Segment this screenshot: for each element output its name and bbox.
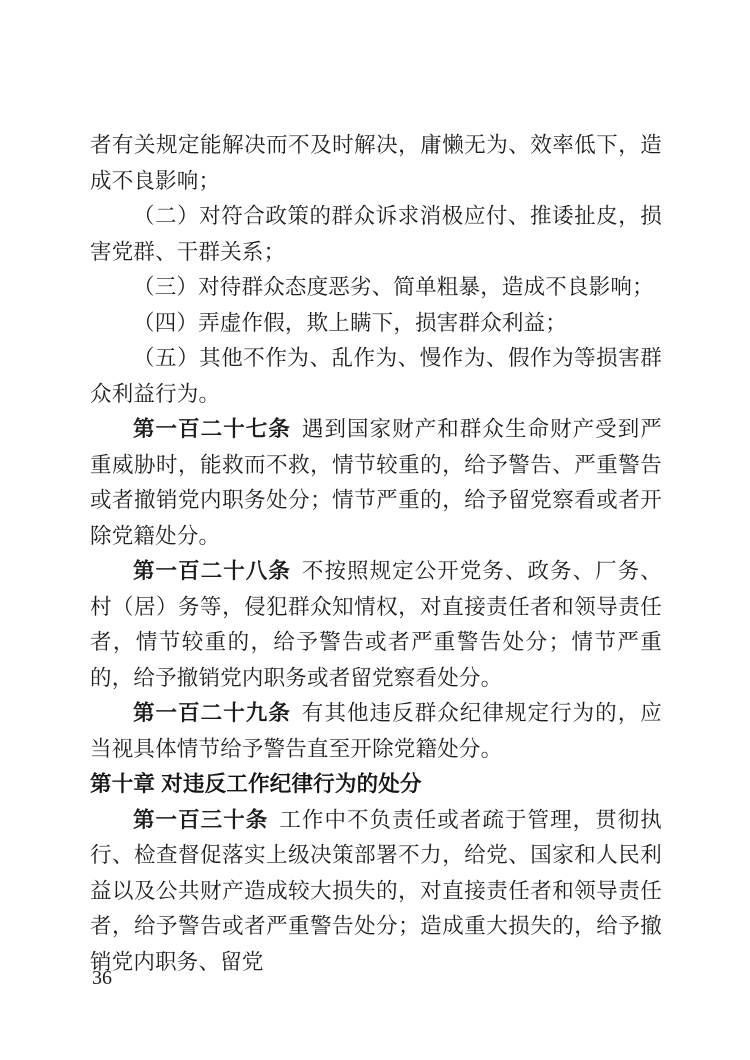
clause-item-4: （四）弄虚作假，欺上瞒下，损害群众利益； — [133, 310, 568, 335]
article-text: 不按照规定公开党务、政务、厂务、村（居）务等，侵犯群众知情权，对直接责任者和领导责任者，情节较重的，给予警告或者严重警告处分；情节严重的，给予撤销党内职务或者留党察看处分。 — [90, 559, 663, 690]
article-number: 第一百二十八条 — [133, 559, 291, 583]
article-text: 有其他违反群众纪律规定行为的，应当视具体情节给予警告直至开除党籍处分。 — [90, 701, 663, 761]
clause-item-5: （五）其他不作为、乱作为、慢作为、假作为等损害群众利益行为。 — [90, 346, 662, 406]
article-text: 遇到国家财产和群众生命财产受到严重威胁时，能救而不救，情节较重的，给予警告、严重警告或者撤销党内职务处分；情节严重的，给予留党察看或者开除党籍处分。 — [90, 417, 663, 548]
article-paragraph-129 — [90, 696, 662, 767]
article-paragraph-127 — [90, 412, 662, 554]
article-number: 第一百二十九条 — [133, 701, 291, 725]
article-number: 第一百二十七条 — [133, 417, 291, 441]
clause-item-3: （三）对待群众态度恶劣、简单粗暴，造成不良影响； — [133, 275, 654, 299]
clause-item-2: （二）对符合政策的群众诉求消极应付、推诿扯皮，损害党群、干群关系； — [90, 204, 662, 264]
article-text: 工作中不负责任或者疏于管理，贯彻执行、检查督促落实上级决策部署不力，给党、国家和人民利益以及公共财产造成较大损失的，对直接责任者和领导责任者，给予警告或者严重警告处分；造成重大损失的，给予撤销党内职务、留党 — [90, 807, 662, 974]
chapter-heading: 第十章 对违反工作纪律行为的处分 — [90, 772, 422, 796]
continuation-paragraph: 者有关规定能解决而不及时解决，庸懒无为、效率低下，造成不良影响； — [90, 133, 662, 193]
article-paragraph-130 — [90, 803, 662, 981]
page-number: 36 — [92, 967, 112, 989]
page-content — [90, 128, 662, 980]
article-number: 第一百三十条 — [133, 807, 269, 832]
article-paragraph-128 — [90, 554, 662, 696]
